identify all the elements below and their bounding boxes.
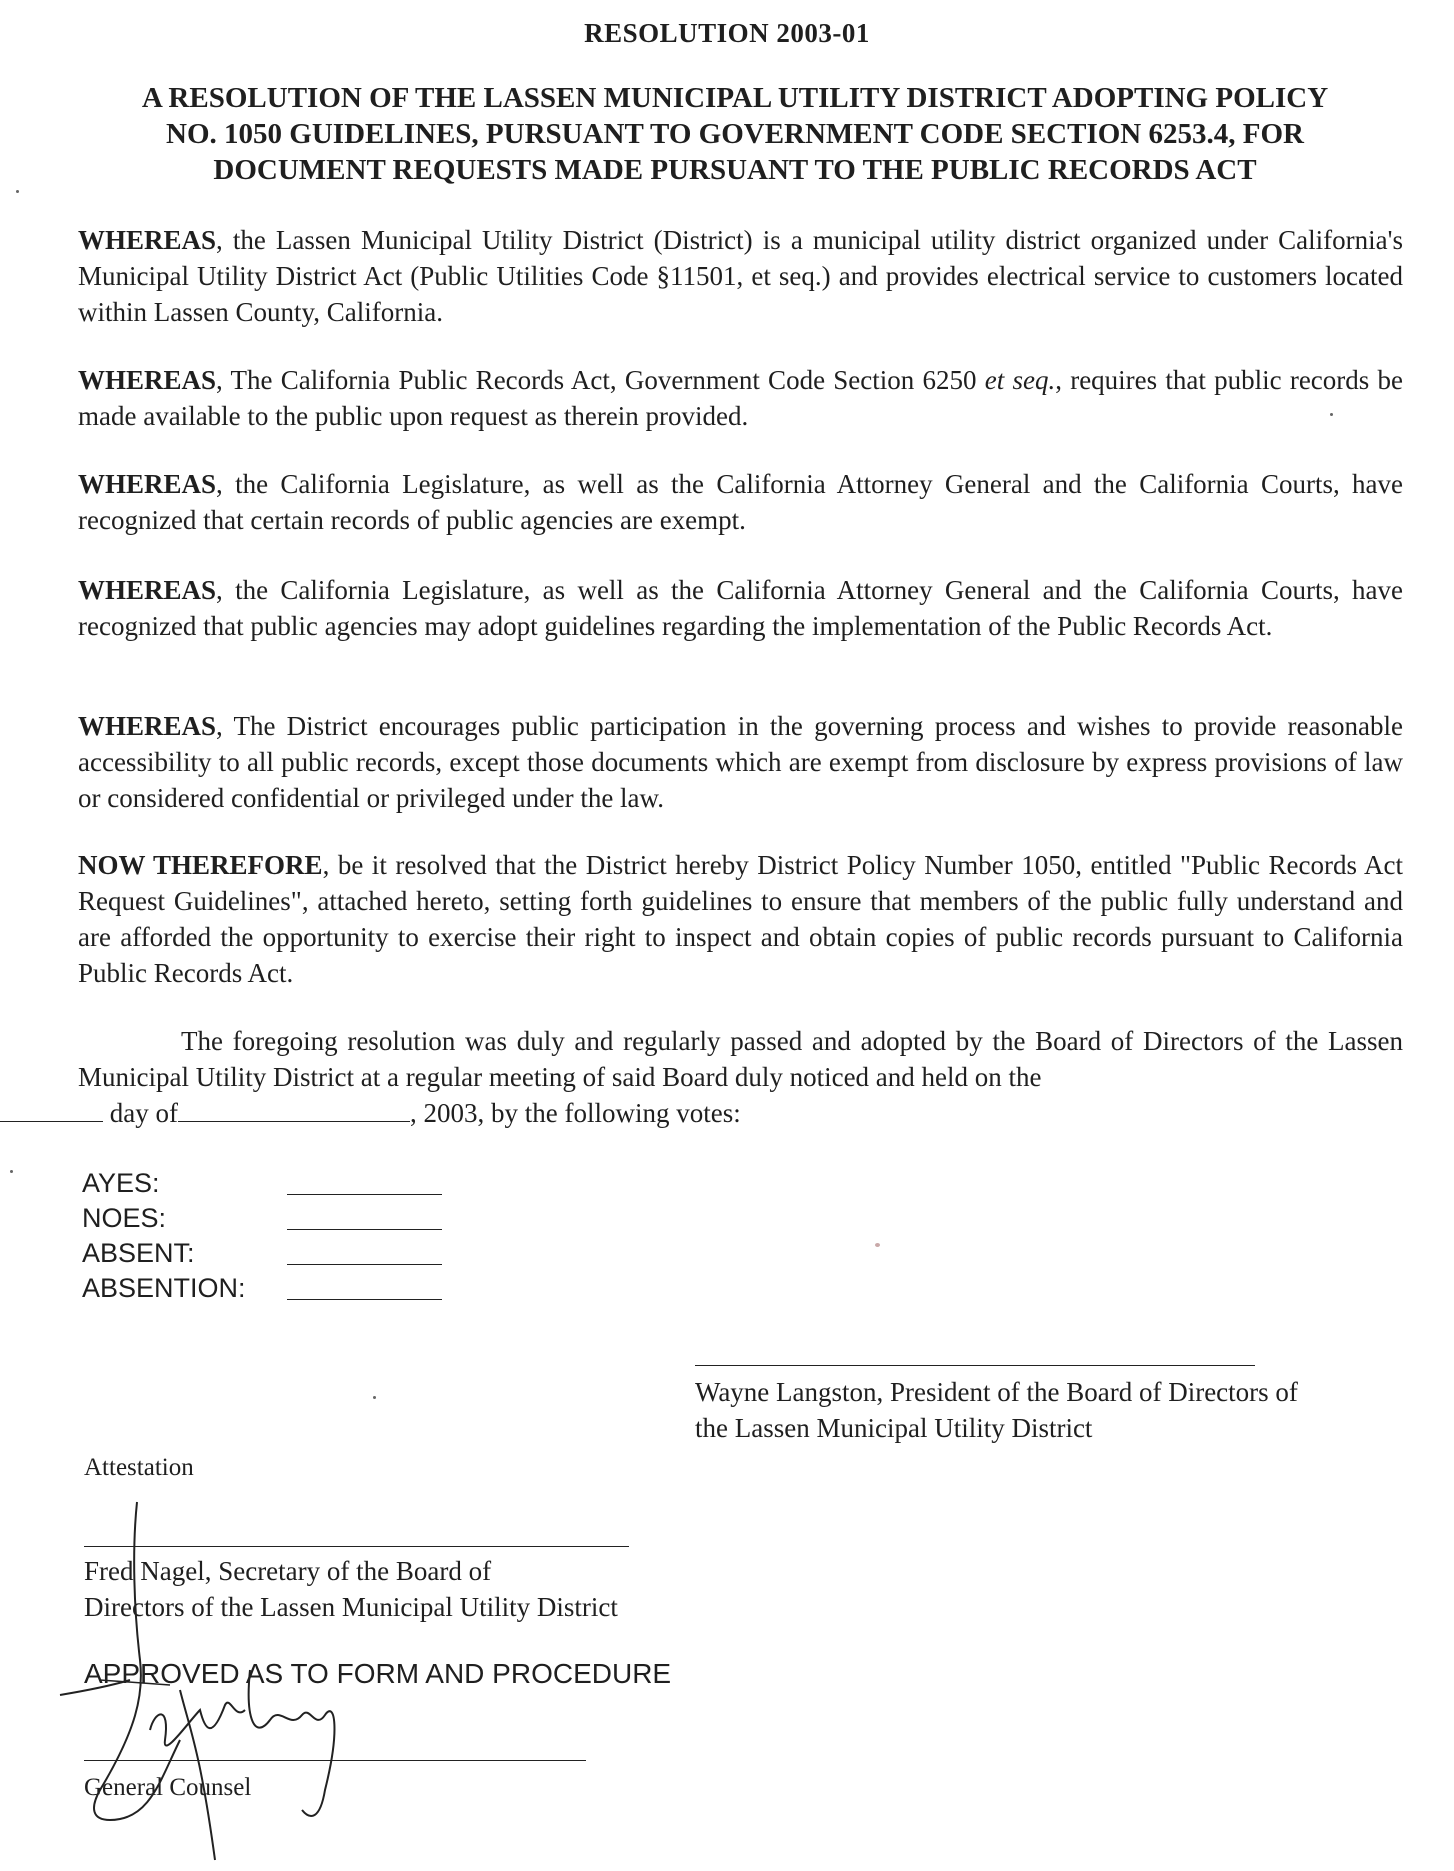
heading-line-3: DOCUMENT REQUESTS MADE PURSUANT TO THE PUBLIC RECORDS ACT [213, 154, 1257, 186]
whereas-paragraph-3 [78, 466, 1403, 538]
now-therefore-text: , be it resolved that the District hereby District Policy Number 1050, entitled "Public Records Act Request Guidelines", attached hereto, setting forth guidelines to ensure that members of the public fully understand and are afforded the opportunity to exercise their right to inspect and obtain copies of public records pursuant to California Public Records Act. [78, 850, 1403, 988]
scan-speck [875, 1243, 880, 1247]
resolution-title: RESOLUTION 2003-01 [584, 18, 870, 48]
whereas-text: , The District encourages public participation in the governing process and wishes to provide reasonable accessibility to all public records, except those documents which are exempt from disclosure by express provisions of law or considered confidential or privileged under the law. [78, 711, 1403, 813]
scan-speck [10, 1170, 13, 1173]
vote-tally [82, 1168, 482, 1308]
whereas-paragraph-4 [78, 572, 1403, 644]
whereas-lead: WHEREAS [78, 711, 217, 741]
vote-blank[interactable] [287, 1229, 442, 1230]
resolution-heading [85, 80, 1385, 188]
president-name: Wayne Langston, President of the Board of Directors of [695, 1377, 1298, 1407]
scan-speck [373, 1396, 376, 1399]
secretary-district: Directors of the Lassen Municipal Utility District [84, 1592, 618, 1622]
attestation-label: Attestation [84, 1454, 194, 1481]
now-therefore-paragraph [78, 847, 1403, 991]
vote-row-abstention [82, 1273, 482, 1308]
heading-line-2: NO. 1050 GUIDELINES, PURSUANT TO GOVERNMENT CODE SECTION 6253.4, FOR [166, 118, 1304, 150]
whereas-text: , the California Legislature, as well as the California Attorney General and the California Courts, have recognized that certain records of public agencies are exempt. [78, 469, 1403, 535]
handwritten-signature [40, 1490, 440, 1870]
scan-speck [16, 190, 19, 193]
vote-blank[interactable] [287, 1194, 442, 1195]
whereas-lead: WHEREAS [78, 365, 217, 395]
approved-as-to-form: APPROVED AS TO FORM AND PROCEDURE [84, 1658, 672, 1689]
whereas-text: , the Lassen Municipal Utility District (District) is a municipal utility district organized under California's Municipal Utility District Act (Public Utilities Code §11501, et seq.) and provides electrical service to customers located within Lassen County, California. [78, 225, 1403, 327]
general-counsel-label: General Counsel [84, 1774, 252, 1801]
whereas-paragraph-1 [78, 222, 1403, 330]
whereas-paragraph-2 [78, 362, 1403, 434]
vote-label: ABSENT: [82, 1238, 195, 1268]
whereas-lead: WHEREAS [78, 575, 217, 605]
month-blank[interactable] [178, 1099, 410, 1122]
vote-label: NOES: [82, 1203, 167, 1233]
day-of-label: day of [109, 1098, 178, 1128]
scan-speck [1330, 413, 1333, 416]
whereas-lead: WHEREAS [78, 469, 217, 499]
vote-blank[interactable] [287, 1299, 442, 1300]
year-text: , 2003, by the following votes: [409, 1098, 741, 1128]
whereas-text: , The California Public Records Act, Government Code Section 6250 [216, 365, 985, 395]
vote-label: AYES: [82, 1168, 160, 1198]
whereas-text-italic: et seq. [984, 365, 1056, 395]
vote-blank[interactable] [287, 1264, 442, 1265]
adoption-text: The foregoing resolution was duly and regularly passed and adopted by the Board of Directors of the Lassen Municipal Utility District at a regular meeting of said Board duly noticed and held on the [78, 1026, 1403, 1092]
vote-row-noes [82, 1203, 482, 1238]
secretary-name: Fred Nagel, Secretary of the Board of [84, 1556, 492, 1586]
vote-row-ayes [82, 1168, 482, 1203]
whereas-text: , the California Legislature, as well as the California Attorney General and the California Courts, have recognized that public agencies may adopt guidelines regarding the implementation of the Public Records Act. [78, 575, 1403, 641]
president-signature-line[interactable] [695, 1365, 1255, 1366]
president-district: the Lassen Municipal Utility District [695, 1413, 1093, 1443]
president-caption [695, 1374, 1298, 1446]
vote-row-absent [82, 1238, 482, 1273]
day-blank[interactable] [0, 1099, 103, 1122]
now-therefore-lead: NOW THEREFORE [78, 850, 323, 880]
whereas-paragraph-5 [78, 708, 1403, 816]
whereas-lead: WHEREAS [78, 225, 217, 255]
heading-line-1: A RESOLUTION OF THE LASSEN MUNICIPAL UTILITY DISTRICT ADOPTING POLICY [141, 82, 1329, 114]
adoption-paragraph [78, 1023, 1403, 1131]
whereas-text: , requires that public records be made available to the public upon request as therein provided. [78, 365, 1404, 431]
vote-label: ABSENTION: [82, 1273, 246, 1303]
